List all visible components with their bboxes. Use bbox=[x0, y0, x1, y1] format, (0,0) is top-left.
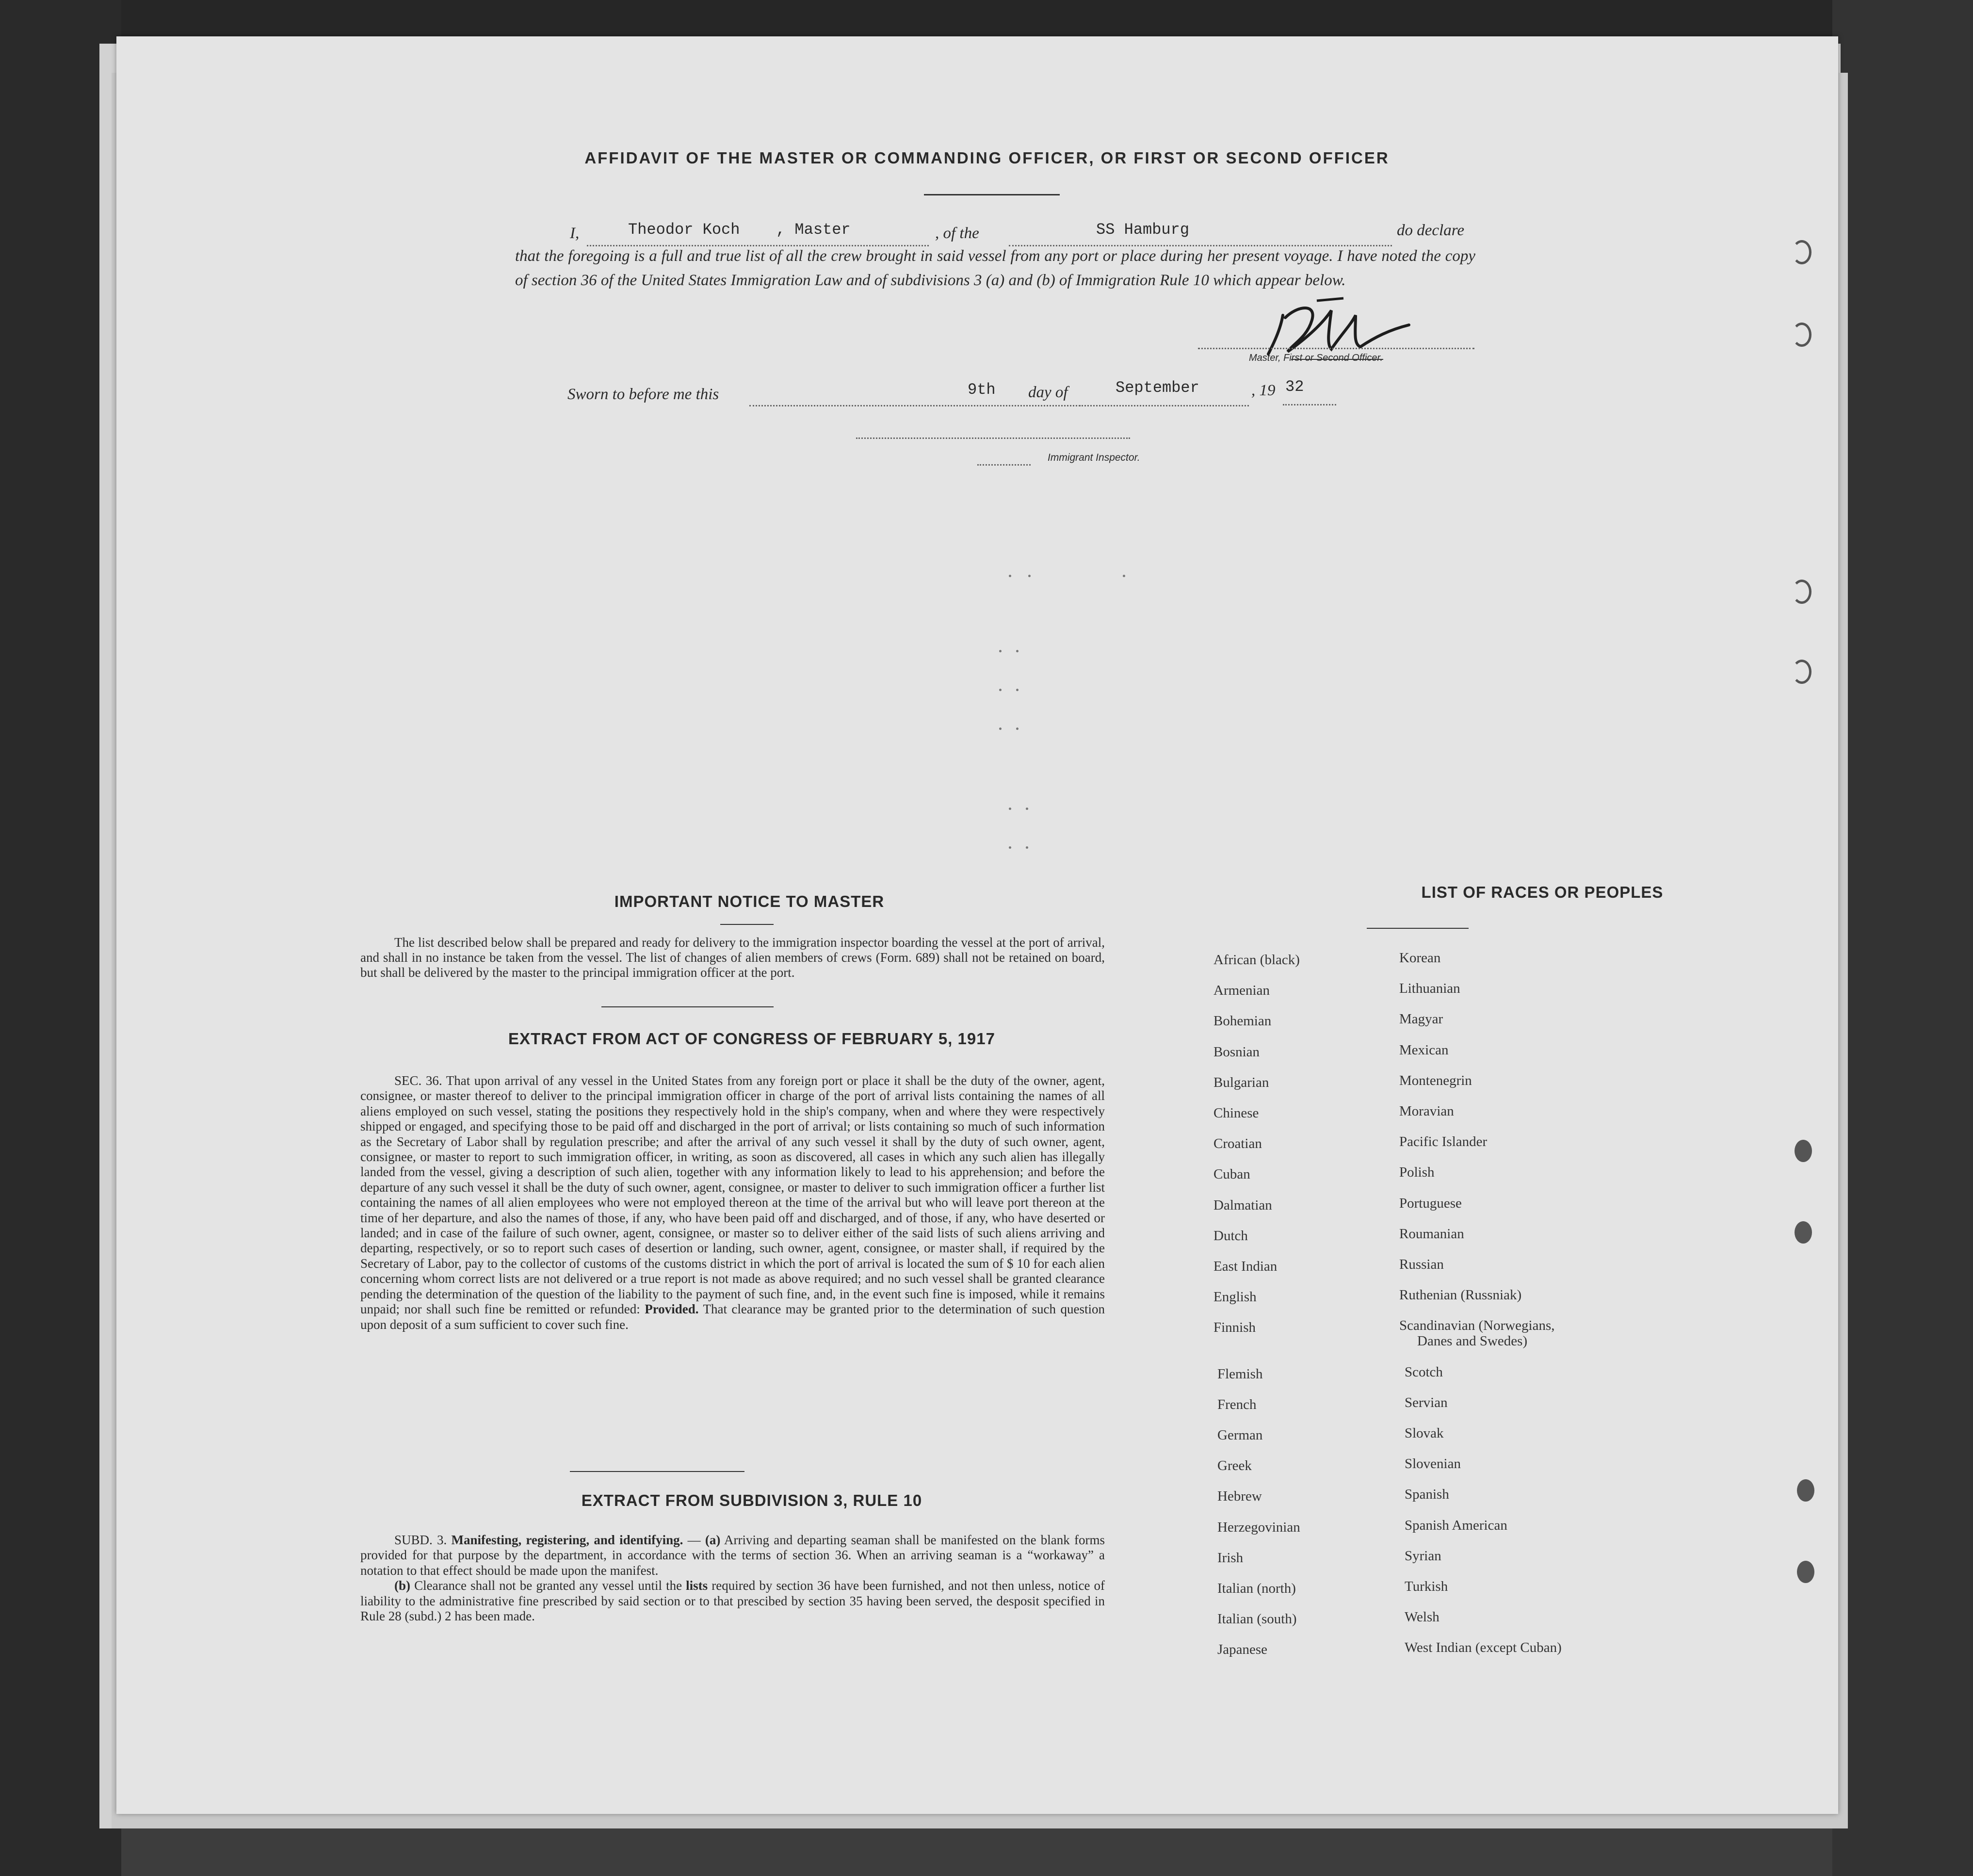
subd-label: SUBD. 3. bbox=[394, 1533, 447, 1547]
race-item: Turkish bbox=[1405, 1579, 1448, 1594]
race-item: Cuban bbox=[1213, 1166, 1250, 1182]
vessel-name: SS Hamburg bbox=[1096, 221, 1190, 239]
margin-mark bbox=[1123, 575, 1125, 577]
race-item: Spanish bbox=[1405, 1487, 1449, 1503]
sworn-year: 32 bbox=[1285, 378, 1304, 396]
notice-title-rule bbox=[720, 924, 774, 925]
margin-mark bbox=[1009, 846, 1011, 849]
day-of-label: day of bbox=[1028, 384, 1068, 401]
margin-mark bbox=[1009, 575, 1011, 577]
declaration-prefix: I, bbox=[570, 225, 580, 242]
signature-caption bbox=[1249, 353, 1383, 364]
provided-label: Provided. bbox=[645, 1302, 699, 1317]
notice-title: IMPORTANT NOTICE TO MASTER bbox=[614, 892, 885, 910]
race-item: Mexican bbox=[1399, 1042, 1449, 1058]
margin-mark bbox=[1026, 808, 1028, 810]
signature-strikethrough bbox=[1291, 359, 1383, 360]
race-item: German bbox=[1217, 1427, 1263, 1443]
race-item: West Indian (except Cuban) bbox=[1405, 1640, 1562, 1656]
affidavit-title: AFFIDAVIT OF THE MASTER OR COMMANDING OFFICER, OR FIRST OR SECOND OFFICER bbox=[584, 149, 1390, 167]
margin-mark bbox=[1028, 575, 1031, 577]
margin-mark bbox=[999, 689, 1002, 691]
margin-mark bbox=[999, 728, 1002, 730]
binder-hole bbox=[1792, 240, 1811, 264]
race-item: Greek bbox=[1217, 1458, 1252, 1474]
sworn-day: 9th bbox=[968, 381, 996, 399]
of-the-label: , of the bbox=[935, 225, 979, 242]
subd-b-paragraph bbox=[360, 1578, 1105, 1624]
race-item: Servian bbox=[1405, 1394, 1448, 1410]
race-item: French bbox=[1217, 1396, 1257, 1412]
race-item: English bbox=[1213, 1289, 1257, 1305]
race-item: Armenian bbox=[1213, 983, 1270, 999]
extract-act-rule bbox=[570, 1471, 744, 1472]
extract-rule-title: EXTRACT FROM SUBDIVISION 3, RULE 10 bbox=[581, 1491, 922, 1509]
binder-hole bbox=[1795, 1221, 1812, 1244]
subd-heading: Manifesting, registering, and identifying. bbox=[451, 1533, 683, 1547]
title-rule bbox=[924, 194, 1060, 195]
margin-mark bbox=[1016, 689, 1019, 691]
race-item: Montenegrin bbox=[1399, 1072, 1472, 1088]
race-item: Irish bbox=[1217, 1550, 1244, 1566]
subd-a-label: (a) bbox=[705, 1533, 721, 1547]
race-item: Lithuanian bbox=[1399, 981, 1460, 997]
race-item: Italian (north) bbox=[1217, 1581, 1296, 1596]
margin-mark bbox=[1026, 846, 1028, 849]
race-item: Slovak bbox=[1405, 1425, 1444, 1441]
races-title: LIST OF RACES OR PEOPLES bbox=[1421, 883, 1664, 901]
sworn-prefix: Sworn to before me this bbox=[567, 386, 719, 403]
binder-hole bbox=[1792, 580, 1811, 604]
subd-b-lists: lists bbox=[686, 1578, 708, 1593]
race-item: Chinese bbox=[1213, 1105, 1259, 1121]
race-item: Danes and Swedes) bbox=[1417, 1333, 1528, 1349]
race-item: Italian (south) bbox=[1217, 1611, 1297, 1627]
section-36-text: SEC. 36. That upon arrival of any vessel in the United States from any foreign port or place it shall be the duty of the owner, agent, consignee, or master thereof to deliver to the principal immigration officer in charge of the port of arrival lists containing the names of all aliens employed on such vessel, stating the positions they respectively hold in the ship's company, when and where they were respectively shipped or engaged, and specifying those to be paid off and discharged in the port of arrival; or lists containing so much of such information as the Secretary of Labor shall by regulation prescribe; and after the arrival of any such vessel it shall by the duty of such owner, agent, consignee, or master to report to such immigration officer, in writing, as soon as discovered, all cases in which any such alien has illegally landed from the vessel, giving a description of such alien, together with any information likely to lead to his apprehension; and before the departure of any such vessel it shall be the duty of such owner, agent, consignee, or master to deliver to such immigration officer a further list containing the names of all alien employees who were not employed thereon at the time of the arrival but who will leave port thereon at the time of her departure, and also the names of those, if any, who have been paid off and discharged, and of those, if any, who have deserted or landed; and in case of the failure of such owner, agent, consignee, or master so to deliver either of the said lists of such aliens arriving and departing, respectively, or so to report such cases of desertion or landing, such owner, agent, consignee, or master shall, if required by the Secretary of Labor, pay to the collector of customs of the customs district in which the port of arrival is located the sum of $ 10 for each alien concerning whom correct lists are not delivered or a true report is not made as above required; and no such vessel shall be granted clearance pending the determination of the question of the liability to the payment of such fine, and, in the event such fine is imposed, while it remains unpaid; nor shall such fine be remitted or refunded: bbox=[360, 1073, 1105, 1317]
margin-mark bbox=[1009, 808, 1011, 810]
notice-rule bbox=[601, 1006, 774, 1007]
races-title-rule bbox=[1367, 928, 1469, 929]
signature-line bbox=[1198, 348, 1474, 349]
race-item: African (black) bbox=[1213, 952, 1300, 968]
race-item: Roumanian bbox=[1399, 1226, 1464, 1242]
race-item: Slovenian bbox=[1405, 1456, 1461, 1472]
subd-a-text: Arriving and departing seaman shall be manifested on the blank forms provided for that purpose by the department, in accordance with the terms of section 36. When an arriving seaman is a “workaway” a notation to that effect should be made upon the manifest. bbox=[360, 1533, 1105, 1578]
race-item: Bulgarian bbox=[1213, 1074, 1269, 1090]
signature-caption-text: Master, First or Second Officer. bbox=[1249, 353, 1383, 363]
section-36-text-end: That clearance may be granted prior to the determination of such question upon deposit of a sum sufficient to cover such fine. bbox=[360, 1302, 1105, 1332]
inspector-title-line bbox=[977, 464, 1031, 466]
race-item: Flemish bbox=[1217, 1366, 1263, 1382]
race-item: Portuguese bbox=[1399, 1195, 1462, 1211]
margin-mark bbox=[1016, 650, 1019, 652]
subd-b-text-1: Clearance shall not be granted any vessel until the bbox=[414, 1578, 682, 1593]
race-item: Japanese bbox=[1217, 1642, 1268, 1658]
race-item: Welsh bbox=[1405, 1609, 1439, 1625]
extract-rule-text bbox=[360, 1533, 1105, 1624]
notice-text: The list described below shall be prepared and ready for delivery to the immigration inspector boarding the vessel at the port of arrival, and shall in no instance be taken from the vessel. The list of changes of alien members of crews (Form. 689) shall not be retained on board, but shall be delivered by the master to the principal immigration officer at the port. bbox=[360, 935, 1105, 980]
year-field-line bbox=[1283, 404, 1336, 405]
subd-b-label: (b) bbox=[394, 1578, 410, 1593]
do-declare-label: do declare bbox=[1397, 222, 1464, 239]
master-name: Theodor Koch bbox=[628, 221, 740, 239]
race-item: Herzegovinian bbox=[1217, 1519, 1300, 1535]
race-item: Bosnian bbox=[1213, 1044, 1260, 1060]
binder-hole bbox=[1792, 660, 1811, 684]
margin-mark bbox=[999, 650, 1002, 652]
year-prefix: , 19 bbox=[1251, 382, 1276, 399]
document-page bbox=[116, 36, 1838, 1814]
race-item: Bohemian bbox=[1213, 1013, 1272, 1029]
race-item: Syrian bbox=[1405, 1548, 1441, 1564]
binder-hole bbox=[1795, 1140, 1812, 1162]
race-item: Scandinavian (Norwegians, bbox=[1399, 1318, 1555, 1334]
race-item: Pacific Islander bbox=[1399, 1134, 1488, 1150]
scan-border-right bbox=[1832, 0, 1973, 1876]
binder-hole bbox=[1792, 323, 1811, 347]
subd-b-text-2: required by section 36 have been furnished, and not then unless, notice of liability to the administrative fine prescribed by said section or to that prescibed by section 35 having been served, the desposit specified in Rule 28 (subd.) 2 has been made. bbox=[360, 1578, 1105, 1624]
race-item: Korean bbox=[1399, 950, 1441, 966]
race-item: Polish bbox=[1399, 1164, 1435, 1181]
inspector-signature-line bbox=[856, 437, 1130, 439]
race-item: Croatian bbox=[1213, 1136, 1262, 1152]
race-item: East Indian bbox=[1213, 1259, 1278, 1274]
extract-act-text bbox=[360, 1073, 1105, 1332]
race-item: Scotch bbox=[1405, 1364, 1443, 1380]
subd-a-paragraph: SUBD. 3. Manifesting, registering, and identifying. — (a) Arriving and departing seaman shall be manifested on the blank forms provided for that purpose by the department, in accordance with the terms of section 36. When an arriving seaman is a “workaway” a notation to that effect should be made upon the manifest. bbox=[360, 1533, 1105, 1578]
race-item: Dutch bbox=[1213, 1228, 1248, 1244]
extract-act-title: EXTRACT FROM ACT OF CONGRESS OF FEBRUARY 5, 1917 bbox=[508, 1030, 995, 1048]
master-rank: , Master bbox=[776, 221, 851, 239]
inspector-caption: Immigrant Inspector. bbox=[1048, 452, 1140, 463]
race-item: Spanish American bbox=[1405, 1517, 1507, 1533]
race-item: Moravian bbox=[1399, 1103, 1454, 1119]
margin-mark bbox=[1016, 728, 1019, 730]
binder-hole bbox=[1797, 1561, 1814, 1583]
sworn-month: September bbox=[1116, 379, 1199, 397]
race-item: Hebrew bbox=[1217, 1488, 1262, 1504]
declaration-body: that the foregoing is a full and true list of all the crew brought in said vessel from any port or place during her present voyage. I have noted the copy of section 36 of the United States Immigration Law and of subdivisions 3 (a) and (b) of Immigration Rule 10 which appear below. bbox=[515, 247, 1475, 289]
race-item: Finnish bbox=[1213, 1320, 1256, 1336]
binder-hole bbox=[1797, 1479, 1814, 1502]
race-item: Ruthenian (Russniak) bbox=[1399, 1287, 1522, 1303]
race-item: Russian bbox=[1399, 1257, 1444, 1272]
race-item: Dalmatian bbox=[1213, 1197, 1272, 1213]
race-item: Magyar bbox=[1399, 1011, 1443, 1027]
month-field-line bbox=[1079, 405, 1249, 406]
